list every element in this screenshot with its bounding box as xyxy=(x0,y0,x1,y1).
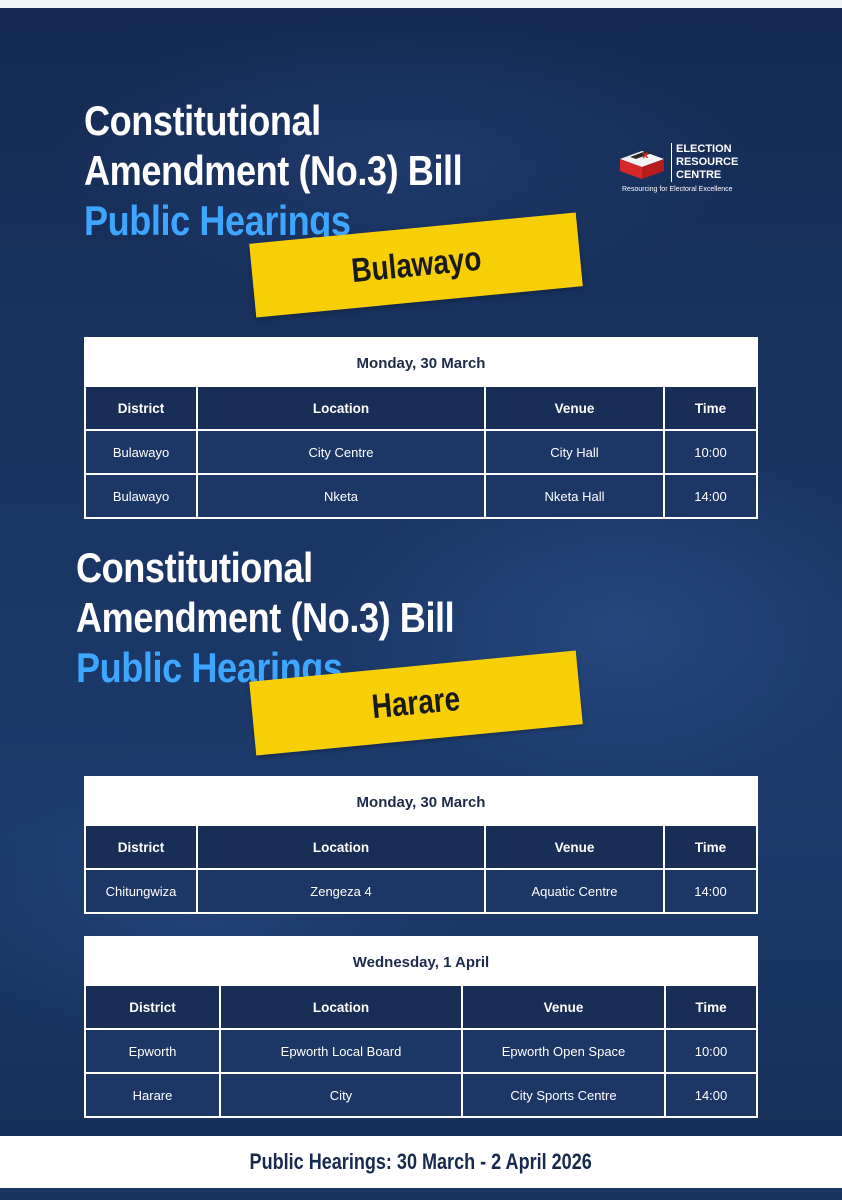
ballot-box-icon xyxy=(616,145,668,181)
footer-banner xyxy=(0,1136,842,1188)
city-label: Harare xyxy=(370,679,462,726)
cell-location: Zengeza 4 xyxy=(198,870,484,912)
logo-wordmark xyxy=(671,143,738,182)
logo-line-2: RESOURCE xyxy=(676,156,739,168)
header-time: Time xyxy=(665,387,756,429)
table-date: Monday, 30 March xyxy=(86,339,756,387)
header-district: District xyxy=(86,986,219,1028)
cell-location: Epworth Local Board xyxy=(221,1030,461,1072)
top-border xyxy=(0,0,842,8)
schedule-table-harare-monday xyxy=(84,776,758,914)
cell-time: 14:00 xyxy=(666,1074,756,1116)
cell-location: Nketa xyxy=(198,475,484,517)
bill-title-line1: Constitutional xyxy=(76,544,313,591)
cell-venue: Epworth Open Space xyxy=(463,1030,664,1072)
logo-line-1: ELECTION xyxy=(676,143,732,155)
cell-district: Bulawayo xyxy=(86,475,196,517)
cell-location: City xyxy=(221,1074,461,1116)
table-grid xyxy=(86,387,756,517)
logo-tagline: Resourcing for Electoral Excellence xyxy=(622,186,733,193)
cell-location: City Centre xyxy=(198,431,484,473)
footer-dates: Public Hearings: 30 March - 2 April 2026 xyxy=(249,1149,593,1174)
header-location: Location xyxy=(221,986,461,1028)
bill-title-line1: Constitutional xyxy=(84,97,321,144)
city-label: Bulawayo xyxy=(349,239,483,290)
cell-venue: City Sports Centre xyxy=(463,1074,664,1116)
header-venue: Venue xyxy=(486,826,663,868)
cell-district: Harare xyxy=(86,1074,219,1116)
cell-time: 14:00 xyxy=(665,475,756,517)
header-location: Location xyxy=(198,826,484,868)
public-hearings-subtitle: Public Hearings xyxy=(76,644,343,691)
cell-district: Bulawayo xyxy=(86,431,196,473)
header-location: Location xyxy=(198,387,484,429)
cell-time: 14:00 xyxy=(665,870,756,912)
bottom-border xyxy=(0,1188,842,1200)
bill-title-line2: Amendment (No.3) Bill xyxy=(76,594,455,641)
table-date: Monday, 30 March xyxy=(86,778,756,826)
logo-line-3: CENTRE xyxy=(676,169,722,181)
cell-district: Chitungwiza xyxy=(86,870,196,912)
header-time: Time xyxy=(665,826,756,868)
cell-venue: Nketa Hall xyxy=(486,475,663,517)
cell-time: 10:00 xyxy=(665,431,756,473)
header-district: District xyxy=(86,826,196,868)
poster xyxy=(0,8,842,1188)
cell-venue: Aquatic Centre xyxy=(486,870,663,912)
header-venue: Venue xyxy=(486,387,663,429)
table-grid xyxy=(86,986,756,1116)
schedule-table-bulawayo-monday xyxy=(84,337,758,519)
schedule-table-harare-wednesday xyxy=(84,936,758,1118)
erc-logo xyxy=(616,141,756,201)
bill-title-line2: Amendment (No.3) Bill xyxy=(84,147,463,194)
cell-venue: City Hall xyxy=(486,431,663,473)
header-venue: Venue xyxy=(463,986,664,1028)
cell-time: 10:00 xyxy=(666,1030,756,1072)
header-district: District xyxy=(86,387,196,429)
cell-district: Epworth xyxy=(86,1030,219,1072)
table-grid xyxy=(86,826,756,912)
table-date: Wednesday, 1 April xyxy=(86,938,756,986)
svg-text:x: x xyxy=(642,150,649,161)
public-hearings-subtitle: Public Hearings xyxy=(84,197,351,244)
header-time: Time xyxy=(666,986,756,1028)
